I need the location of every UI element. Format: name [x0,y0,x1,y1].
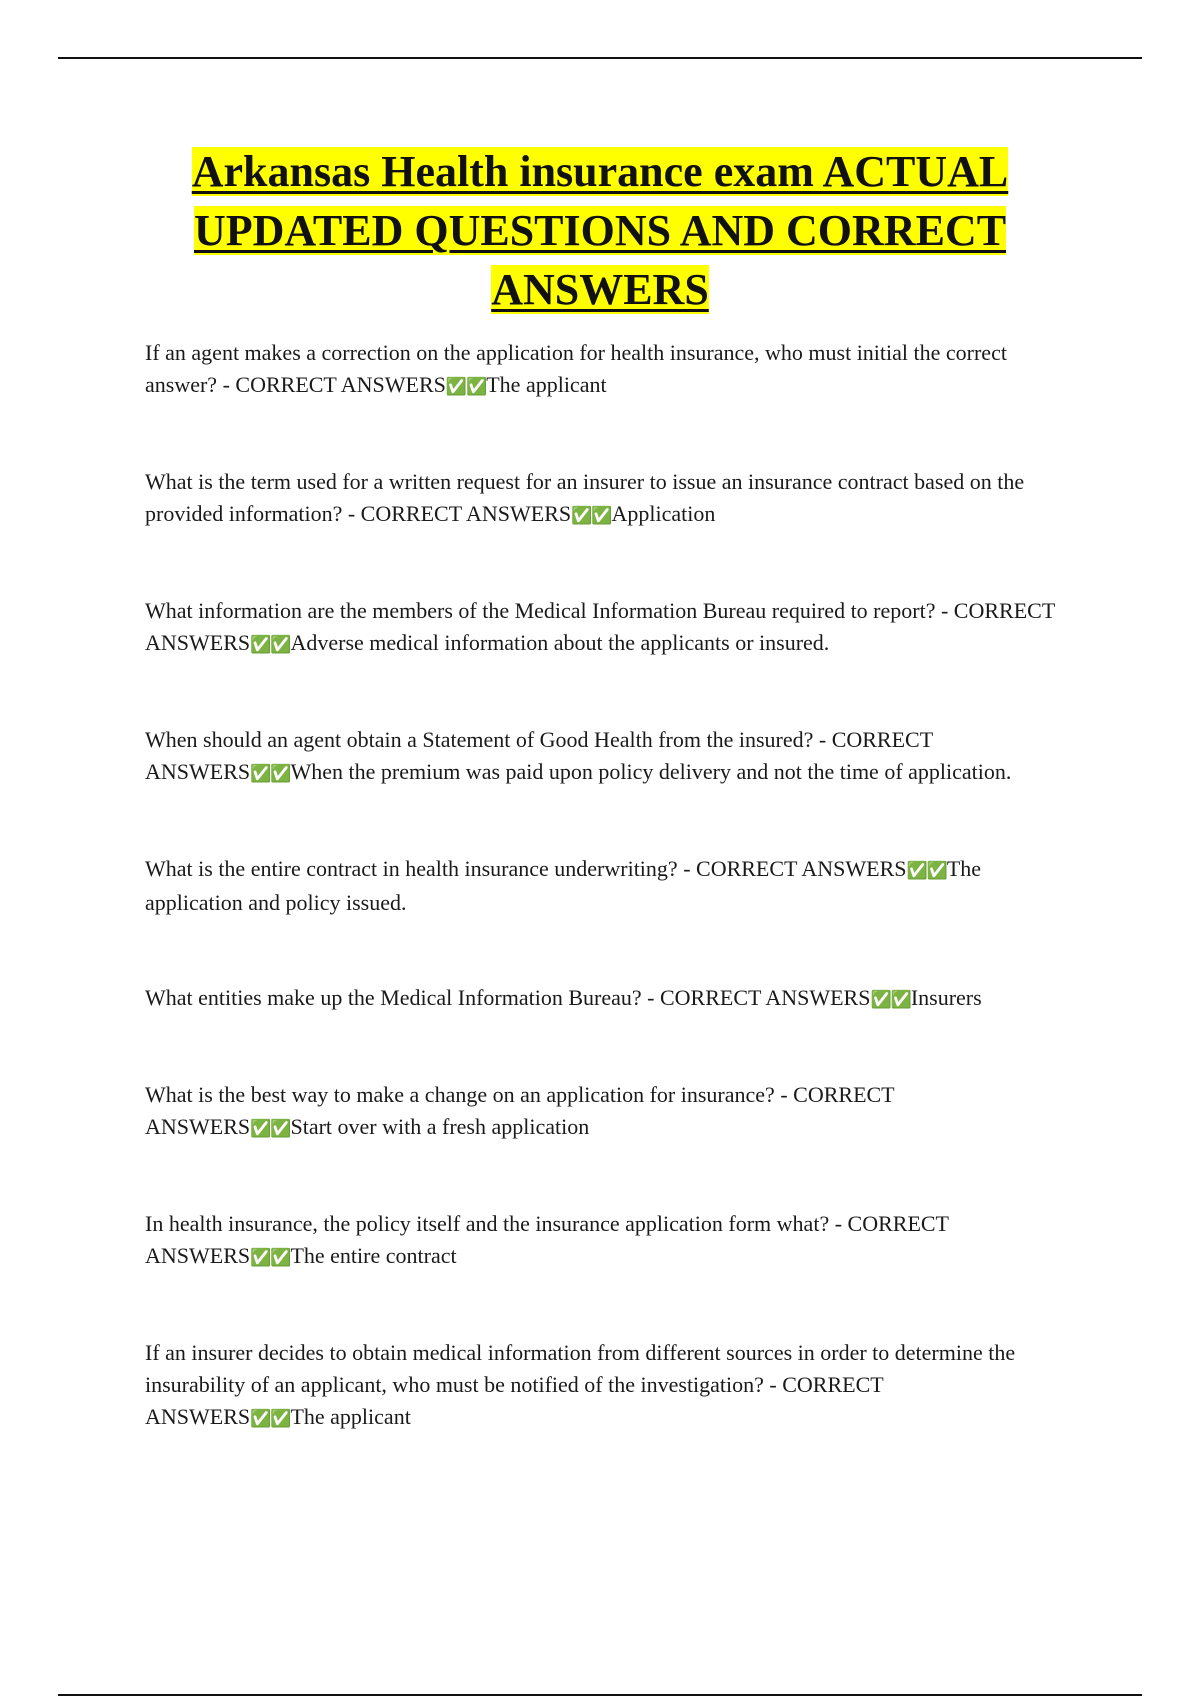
double-check-icon: ✅✅ [571,506,612,526]
bottom-rule [58,1694,1142,1696]
question-text: If an agent makes a correction on the application for health insurance, who must initial the correct answer? [145,340,1007,397]
double-check-icon: ✅✅ [250,764,291,784]
question-text: What entities make up the Medical Information Bureau? [145,985,642,1010]
answer-text: Insurers [910,985,982,1010]
answer-prefix: - CORRECT ANSWERS [145,1211,949,1268]
answer-prefix: - CORRECT ANSWERS [342,501,572,526]
double-check-icon: ✅✅ [445,377,487,397]
qa-item [145,1208,1065,1274]
answer-prefix: - CORRECT ANSWERS [145,1082,895,1139]
answer-text: When the premium was paid upon policy delivery and not the time of application. [290,759,1012,784]
double-check-icon: ✅✅ [906,861,947,881]
answer-text: The application and policy issued. [145,856,982,915]
answer-text: The applicant [486,372,607,397]
qa-item [145,1079,1065,1145]
question-text: What is the term used for a written request for an insurer to issue an insurance contract based on the provided information? [145,469,1025,526]
page-title-text: Arkansas Health insurance exam ACTUAL UPDATED QUESTIONS AND CORRECT ANSWERS [191,147,1009,314]
qa-item [145,724,1065,790]
qa-item [145,853,1065,919]
question-text: If an insurer decides to obtain medical information from different sources in order to determine the insurability of an applicant, who must be notified of the investigation? [145,1340,1016,1397]
page-title [146,142,1054,319]
qa-item [145,595,1065,661]
answer-prefix: - CORRECT ANSWERS [677,856,907,881]
qa-list [145,337,1065,1435]
double-check-icon: ✅✅ [250,1409,291,1429]
answer-prefix: - CORRECT ANSWERS [145,598,1055,655]
question-text: What is the best way to make a change on an application for insurance? [145,1082,775,1107]
answer-prefix: - CORRECT ANSWERS [217,372,446,397]
double-check-icon: ✅✅ [250,1119,291,1139]
answer-text: The applicant [290,1404,411,1429]
question-text: When should an agent obtain a Statement of Good Health from the insured? [145,727,814,752]
question-text: What information are the members of the Medical Information Bureau required to report? [145,598,936,623]
answer-text: Adverse medical information about the applicants or insured. [290,630,830,655]
answer-text: The entire contract [290,1243,457,1268]
qa-item [145,337,1065,403]
double-check-icon: ✅✅ [250,1248,291,1268]
double-check-icon: ✅✅ [870,990,911,1010]
qa-item [145,466,1065,532]
answer-prefix: - CORRECT ANSWERS [145,727,933,784]
question-text: In health insurance, the policy itself and the insurance application form what? [145,1211,830,1236]
answer-prefix: - CORRECT ANSWERS [641,985,871,1010]
qa-item [145,982,1065,1016]
double-check-icon: ✅✅ [250,635,291,655]
top-rule [58,57,1142,59]
answer-text: Application [611,501,716,526]
answer-text: Start over with a fresh application [290,1114,590,1139]
answer-prefix: - CORRECT ANSWERS [145,1372,884,1429]
qa-item [145,1337,1065,1435]
question-text: What is the entire contract in health insurance underwriting? [145,856,678,881]
